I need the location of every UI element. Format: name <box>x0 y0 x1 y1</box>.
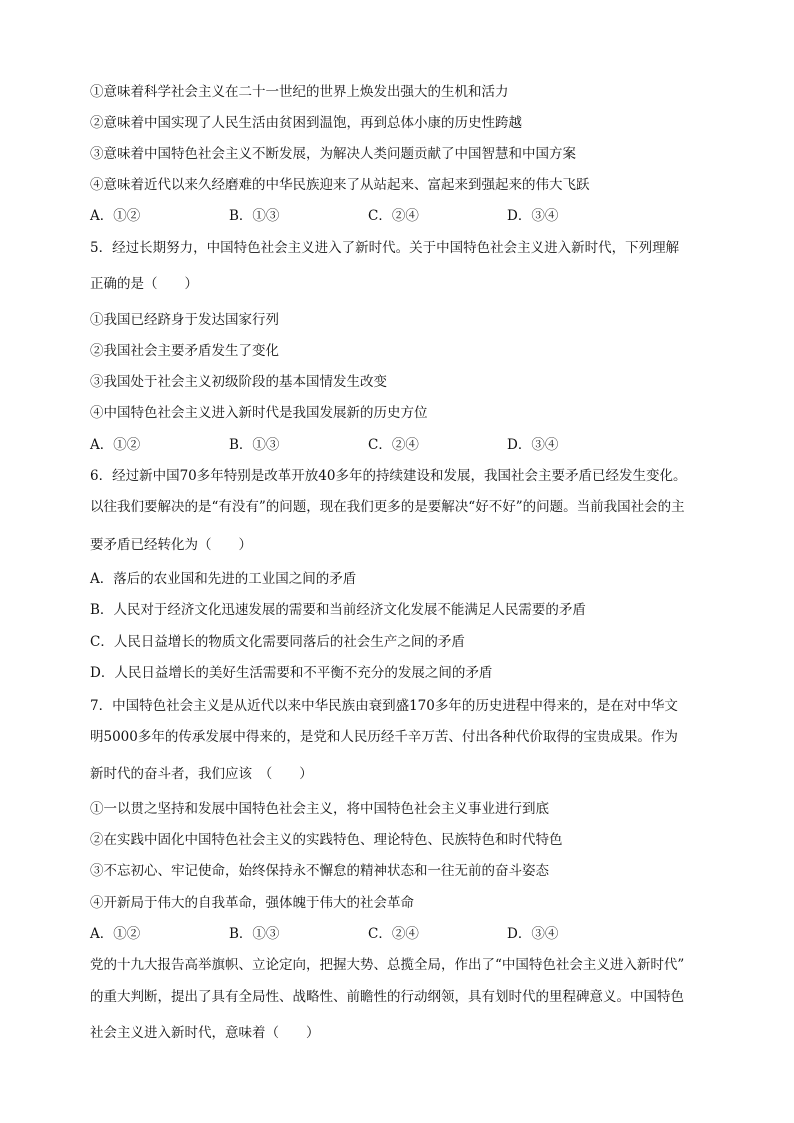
q7-stem-line-2: 明5000多年的传承发展中得来的，是党和人民历经千辛万苦、付出各种代价取得的宝贵成果。作为 <box>90 729 678 745</box>
q7-stem-line-1: 7．中国特色社会主义是从近代以来中华民族由衰到盛170多年的历史进程中得来的，是在对中华文 <box>90 698 678 714</box>
q6-choice-d: D．人民日益增长的美好生活需要和不平衡不充分的发展之间的矛盾 <box>90 665 493 681</box>
q4-option-c: C．②④ <box>368 208 419 224</box>
q7-item-3: ③不忘初心、牢记使命，始终保持永不懈怠的精神状态和一往无前的奋斗姿态 <box>90 863 549 879</box>
q8-stem-line-3: 社会主义进入新时代，意味着（ ） <box>90 1025 320 1041</box>
q6-choice-b: B．人民对于经济文化迅速发展的需要和当前经济文化发展不能满足人民需要的矛盾 <box>90 602 586 618</box>
q6-stem-line-3: 要矛盾已经转化为（ ） <box>90 537 252 553</box>
q5-options <box>90 436 710 454</box>
q7-stem-line-3: 新时代的奋斗者，我们应该 （ ） <box>90 766 313 782</box>
q4-option-b: B．①③ <box>229 208 280 224</box>
q7-item-4: ④开新局于伟大的自我革命，强体魄于伟大的社会革命 <box>90 895 414 911</box>
q5-option-c: C．②④ <box>368 437 419 453</box>
q4-option-d: D．③④ <box>507 208 559 224</box>
q8-stem-line-1: 党的十九大报告高举旗帜、立论定向，把握大势、总揽全局，作出了“中国特色社会主义进入新时代” <box>90 957 685 973</box>
q4-item-1: ①意味着科学社会主义在二十一世纪的世界上焕发出强大的生机和活力 <box>90 84 509 100</box>
q5-stem-line-2: 正确的是（ ） <box>90 276 198 292</box>
q7-option-b: B．①③ <box>229 926 280 942</box>
q8-stem-line-2: 的重大判断，提出了具有全局性、战略性、前瞻性的行动纲领，具有划时代的里程碑意义。中国特色 <box>90 989 684 1005</box>
q6-choice-a: A．落后的农业国和先进的工业国之间的矛盾 <box>90 571 357 587</box>
q5-item-1: ①我国已经跻身于发达国家行列 <box>90 312 279 328</box>
q5-item-2: ②我国社会主要矛盾发生了变化 <box>90 343 279 359</box>
q4-item-4: ④意味着近代以来久经磨难的中华民族迎来了从站起来、富起来到强起来的伟大飞跃 <box>90 177 590 193</box>
q5-option-b: B．①③ <box>229 437 280 453</box>
q5-item-4: ④中国特色社会主义进入新时代是我国发展新的历史方位 <box>90 405 428 421</box>
q5-option-a: A．①② <box>90 437 141 453</box>
q7-item-1: ①一以贯之坚持和发展中国特色社会主义，将中国特色社会主义事业进行到底 <box>90 801 549 817</box>
q5-item-3: ③我国处于社会主义初级阶段的基本国情发生改变 <box>90 374 387 390</box>
q6-stem-line-1: 6．经过新中国70多年特别是改革开放40多年的持续建设和发展，我国社会主要矛盾已经发生变化。 <box>90 468 687 484</box>
q6-choice-c: C．人民日益增长的物质文化需要同落后的社会生产之间的矛盾 <box>90 634 465 650</box>
q7-option-c: C．②④ <box>368 926 419 942</box>
q6-stem-line-2: 以往我们要解决的是“有没有”的问题，现在我们更多的是要解决“好不好”的问题。当前我国社会的主 <box>90 499 685 515</box>
q7-option-a: A．①② <box>90 926 141 942</box>
q5-option-d: D．③④ <box>507 437 559 453</box>
q4-item-2: ②意味着中国实现了人民生活由贫困到温饱，再到总体小康的历史性跨越 <box>90 115 522 131</box>
q7-option-d: D．③④ <box>507 926 559 942</box>
q7-options <box>90 925 710 943</box>
q4-options <box>90 207 710 225</box>
q5-stem-line-1: 5．经过长期努力，中国特色社会主义进入了新时代。关于中国特色社会主义进入新时代，下列理解 <box>90 240 680 256</box>
q4-option-a: A．①② <box>90 208 141 224</box>
q4-item-3: ③意味着中国特色社会主义不断发展，为解决人类问题贡献了中国智慧和中国方案 <box>90 146 576 162</box>
q7-item-2: ②在实践中固化中国特色社会主义的实践特色、理论特色、民族特色和时代特色 <box>90 832 563 848</box>
